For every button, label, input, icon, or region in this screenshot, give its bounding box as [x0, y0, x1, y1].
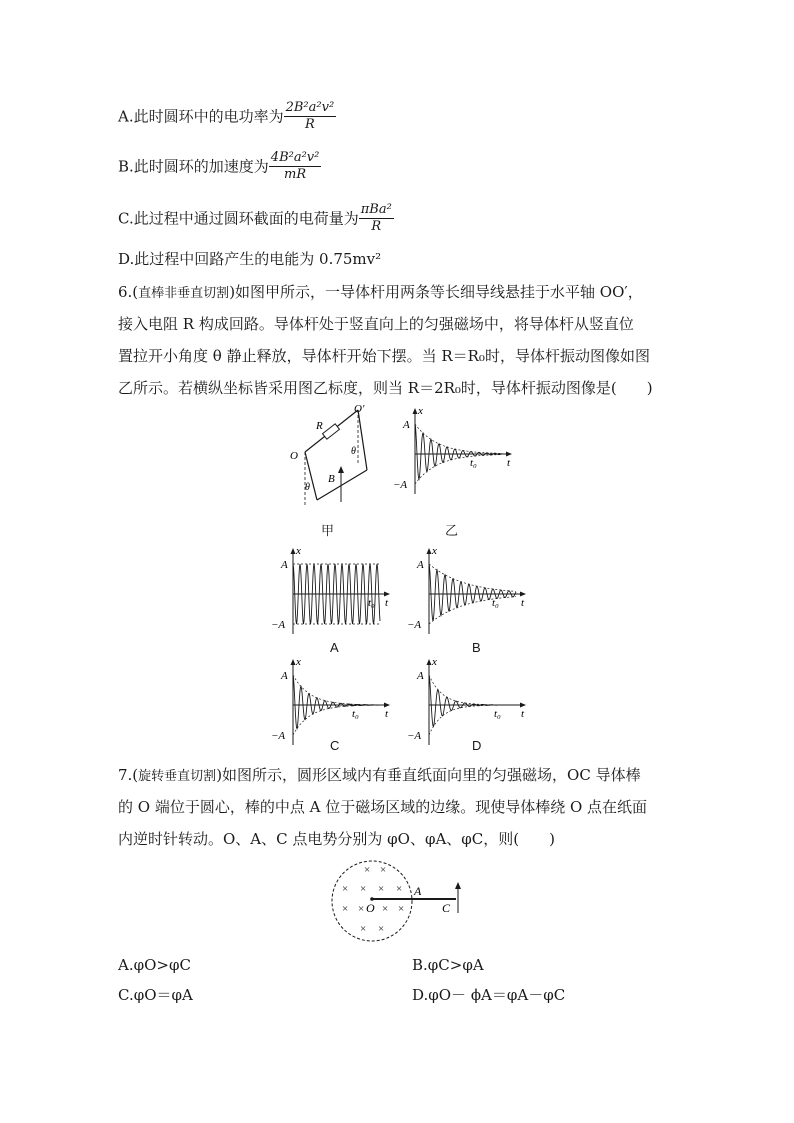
- amplitude-label: A: [281, 670, 288, 682]
- graph-option-d: [404, 653, 534, 753]
- cross: ×: [378, 883, 385, 895]
- cross: ×: [398, 903, 405, 915]
- label-r: R: [316, 420, 323, 432]
- negative-amplitude-label: −A: [393, 479, 408, 491]
- cross: ×: [358, 903, 365, 915]
- t-axis-arrow: [520, 703, 526, 708]
- amplitude-label: A: [281, 559, 288, 571]
- t-axis-arrow: [384, 592, 390, 597]
- caption-option-a: A: [330, 640, 339, 655]
- figure-jia: [283, 402, 383, 512]
- amplitude-label: A: [417, 670, 424, 682]
- t-axis-label: t: [385, 708, 389, 720]
- amplitude-label: A: [403, 419, 410, 431]
- oscillation-curve: [429, 675, 516, 726]
- t-axis-label: t: [507, 457, 511, 469]
- q7-option-d: D.φO－ ϕA＝φA－φC: [412, 986, 566, 1004]
- lower-envelope: [415, 455, 502, 484]
- oscillation-curve: [415, 424, 502, 479]
- denominator: R: [304, 117, 315, 132]
- q5-option-b-prefix: B.此时圆环的加速度为: [118, 157, 269, 176]
- resistor-r: [323, 424, 340, 439]
- oscillation-curve: [429, 564, 516, 621]
- negative-amplitude-label: −A: [407, 619, 422, 631]
- lower-envelope: [293, 705, 380, 735]
- label-c: C: [442, 901, 451, 915]
- label-theta-left: θ: [305, 482, 310, 493]
- t-axis-label: t: [521, 708, 525, 720]
- q5-option-a: [118, 100, 336, 133]
- t-axis-label: t: [385, 597, 389, 609]
- negative-amplitude-label: −A: [407, 730, 422, 742]
- x-axis-arrow: [413, 408, 418, 414]
- upper-envelope: [429, 675, 516, 705]
- caption-option-d: D: [472, 738, 482, 753]
- label-o: O: [290, 450, 298, 462]
- x-axis-label: x: [296, 656, 301, 668]
- graph-yi: [390, 402, 520, 502]
- upper-envelope: [429, 564, 516, 591]
- wire-right: [358, 410, 367, 470]
- cross: ×: [364, 864, 371, 876]
- q5-option-b-fraction: [269, 150, 322, 183]
- label-b-field: B: [328, 473, 335, 485]
- x-axis-arrow: [427, 659, 432, 665]
- q7-number: 7.(: [118, 766, 139, 784]
- x-axis-label: x: [296, 545, 301, 557]
- q5-option-a-fraction: [284, 100, 337, 133]
- caption-jia: 甲: [321, 523, 335, 538]
- cross: ×: [360, 883, 367, 895]
- amplitude-label: A: [417, 559, 424, 571]
- x-axis-label: x: [432, 656, 437, 668]
- q7-line-1: [118, 765, 641, 787]
- label-o-prime: O′: [354, 403, 365, 415]
- negative-amplitude-label: −A: [271, 730, 286, 742]
- t-axis-label: t: [521, 597, 525, 609]
- q7-tag: 旋转垂直切割: [138, 769, 217, 784]
- q5-option-b: [118, 150, 321, 183]
- oscillation-curve: [293, 675, 380, 729]
- q6-number: 6.(: [118, 283, 139, 301]
- cross: ×: [342, 903, 349, 915]
- t0-label: t₀: [494, 708, 501, 720]
- q7-option-c: C.φO＝φA: [118, 986, 193, 1004]
- x-axis-label: x: [432, 545, 437, 557]
- negative-amplitude-label: −A: [271, 619, 286, 631]
- t-axis-arrow: [520, 592, 526, 597]
- cross: ×: [360, 923, 367, 935]
- q7-line-1-rest: )如图所示，圆形区域内有垂直纸面向里的匀强磁场，OC 导体棒: [216, 766, 641, 784]
- label-theta-right: θ: [351, 446, 356, 457]
- numerator: πBa²: [360, 202, 392, 217]
- figure-rotating-rod: [330, 858, 470, 948]
- q5-option-c-prefix: C.此过程中通过圆环截面的电荷量为: [118, 209, 359, 228]
- denominator: mR: [284, 167, 307, 182]
- q6-tag: 直棒非垂直切割: [138, 286, 230, 301]
- q7-option-a: A.φO>φC: [118, 956, 191, 974]
- cross: ×: [396, 883, 403, 895]
- t0-label: t₀: [470, 457, 477, 469]
- q6-line-1-rest: )如图甲所示，一导体杆用两条等长细导线悬挂于水平轴 OO′，: [229, 283, 643, 301]
- label-o: O: [366, 901, 375, 915]
- x-axis-arrow: [291, 548, 296, 554]
- lower-envelope: [429, 705, 516, 735]
- upper-envelope: [293, 675, 380, 705]
- cross: ×: [380, 864, 387, 876]
- caption-option-c: C: [330, 738, 340, 753]
- x-axis-arrow: [427, 548, 432, 554]
- t0-label: t₀: [368, 597, 375, 609]
- q7-line-2: 的 O 端位于圆心，棒的中点 A 位于磁场区域的边缘。现使导体棒绕 O 点在纸面: [118, 798, 648, 816]
- q5-option-c: [118, 202, 394, 235]
- graph-option-b: [404, 542, 534, 642]
- label-a: A: [414, 884, 422, 898]
- caption-yi: 乙: [445, 523, 459, 538]
- graph-option-a: [268, 542, 398, 642]
- x-axis-arrow: [291, 659, 296, 665]
- cross: ×: [382, 903, 389, 915]
- q6-line-2: 接入电阻 R 构成回路。导体杆处于竖直向上的匀强磁场中，将导体杆从竖直位: [118, 315, 634, 333]
- denominator: R: [371, 219, 382, 234]
- cross: ×: [378, 923, 385, 935]
- cross: ×: [342, 883, 349, 895]
- x-axis-label: x: [418, 405, 423, 417]
- field-arrow-head: [338, 466, 344, 473]
- conductor-rod: [317, 470, 367, 500]
- q6-line-3: 置拉开小角度 θ 静止释放，导体杆开始下摆。当 R＝R₀时，导体杆振动图像如图: [118, 347, 650, 365]
- q5-option-c-fraction: [359, 202, 394, 235]
- t0-label: t₀: [352, 708, 359, 720]
- numerator: 2B²a²v²: [285, 100, 335, 115]
- t-axis-arrow: [384, 703, 390, 708]
- velocity-arrow-head: [455, 882, 461, 889]
- q5-option-a-prefix: A.此时圆环中的电功率为: [118, 107, 284, 126]
- q7-option-b: B.φC>φA: [412, 956, 484, 974]
- q6-line-4: 乙所示。若横纵坐标皆采用图乙标度，则当 R＝2R₀时，导体杆振动图像是( ): [118, 379, 653, 397]
- upper-envelope: [415, 424, 502, 453]
- q5-option-d: D.此过程中回路产生的电能为 0.75mv²: [118, 250, 382, 268]
- q6-line-1: [118, 282, 643, 304]
- t0-label: t₀: [492, 597, 499, 609]
- numerator: 4B²a²v²: [270, 150, 320, 165]
- caption-option-b: B: [472, 640, 481, 655]
- q7-line-3: 内逆时针转动。O、A、C 点电势分别为 φO、φA、φC，则( ): [118, 830, 555, 848]
- t-axis-arrow: [506, 452, 512, 457]
